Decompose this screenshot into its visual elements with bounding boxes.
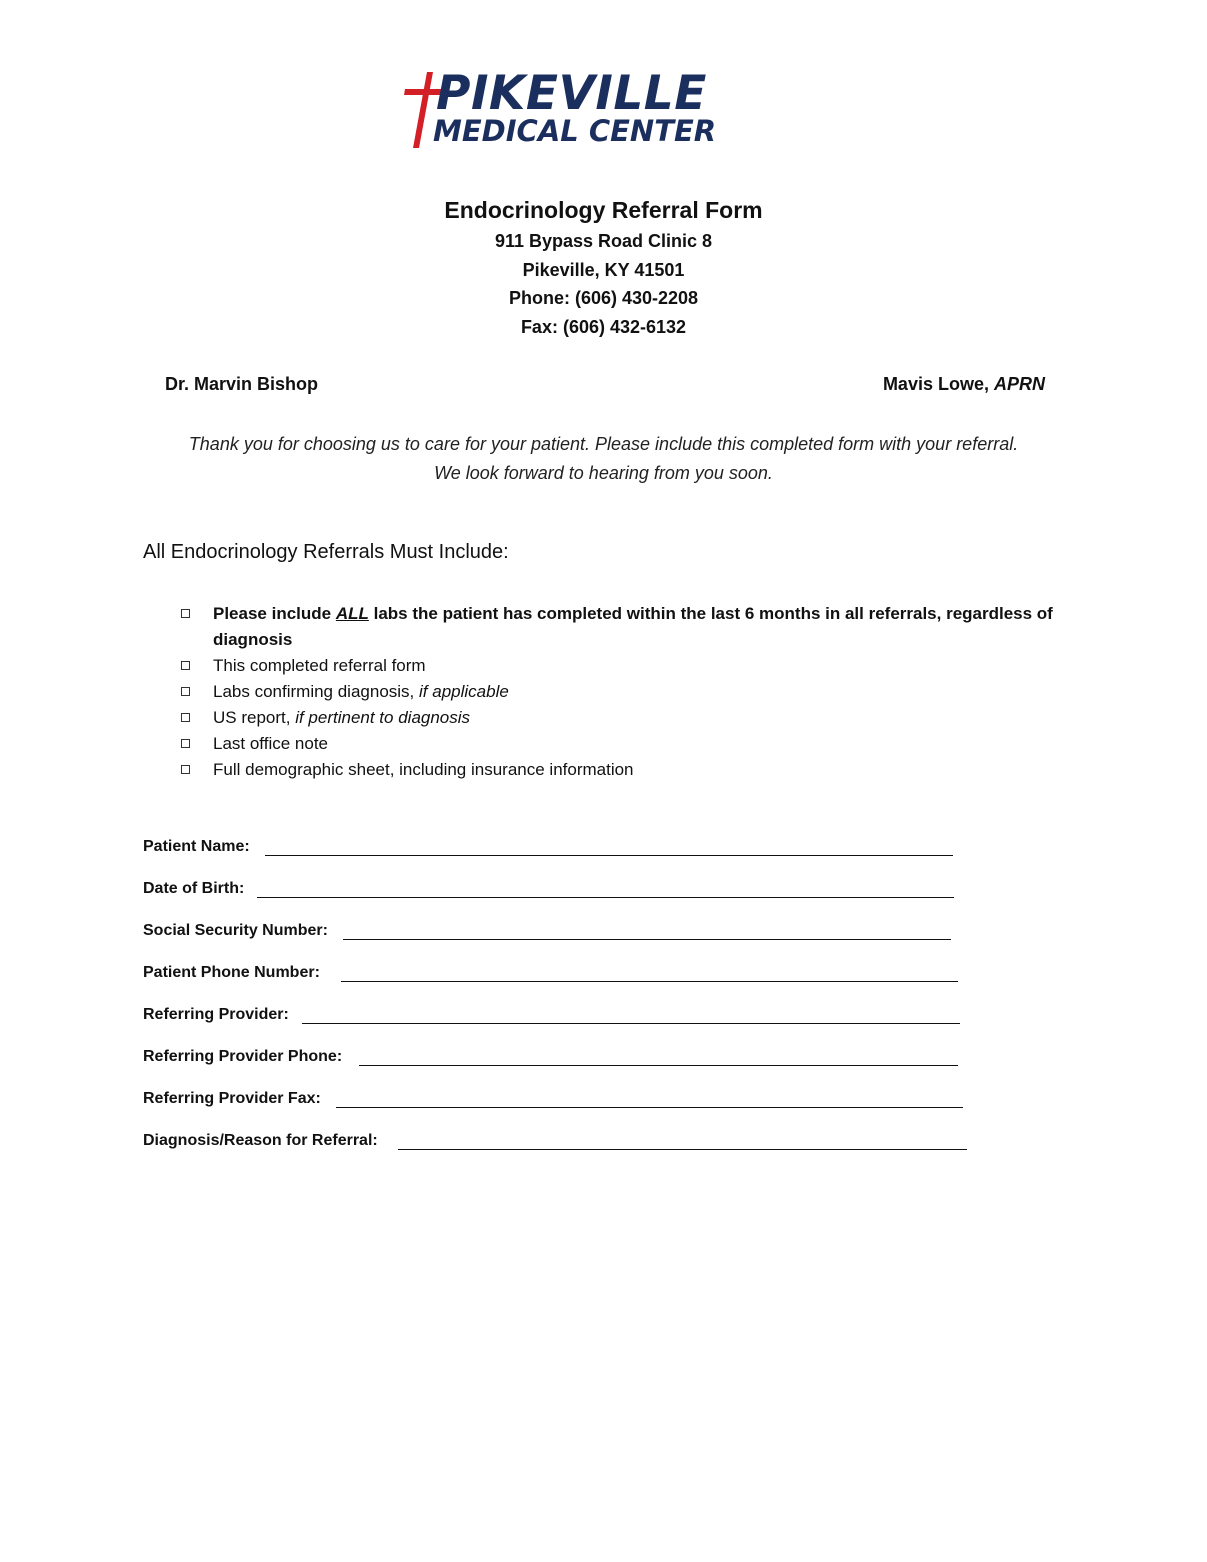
checkbox[interactable] [181,687,190,696]
checkbox[interactable] [181,765,190,774]
thank-you-message [0,430,1207,488]
patient-name-label: Patient Name: [143,838,250,855]
thank-you-line-2: We look forward to hearing from you soon. [434,463,773,483]
address-line-2: Pikeville, KY 41501 [522,259,685,280]
referring-phone-field [143,1045,973,1087]
patient-phone-input[interactable] [341,981,958,982]
referring-fax-input[interactable] [336,1107,963,1108]
dob-label: Date of Birth: [143,880,245,897]
checklist-item-demographics: Full demographic sheet, including insurance information [178,757,1078,783]
checklist-item-labs: Please include ALL labs the patient has completed within the last 6 months in all referrals, regardless of diagnosis [178,601,1078,653]
provider-right [883,374,1045,395]
requirements-checklist [178,601,1078,783]
provider-right-credential: APRN [993,374,1045,394]
clinic-phone: Phone: (606) 430-2208 [508,288,699,308]
providers-row [165,374,1045,398]
ssn-field [143,919,973,961]
diagnosis-label: Diagnosis/Reason for Referral: [143,1132,378,1149]
thank-you-line-1: Thank you for choosing us to care for your patient. Please include this completed form with your referral. [188,434,1019,454]
dob-field [143,877,973,919]
patient-name-input[interactable] [265,855,953,856]
checklist-item-us-report: US report, if pertinent to diagnosis [178,705,1078,731]
address-line-1: 911 Bypass Road Clinic 8 [494,231,713,251]
provider-right-name: Mavis Lowe, [882,374,994,394]
checklist-item-diagnosis-labs: Labs confirming diagnosis, if applicable [178,679,1078,705]
pikeville-logo [400,68,810,150]
patient-name-field [143,835,973,877]
referring-provider-label: Referring Provider: [143,1006,289,1023]
referring-fax-field [143,1087,973,1129]
patient-fields [143,835,973,1171]
clinic-fax: Fax: (606) 432-6132 [520,316,687,337]
form-header [0,193,1207,341]
referring-phone-input[interactable] [359,1065,958,1066]
checkbox[interactable] [181,609,190,618]
checkbox[interactable] [181,661,190,670]
patient-phone-label: Patient Phone Number: [143,964,320,981]
referring-provider-field [143,1003,973,1045]
ssn-label: Social Security Number: [143,922,328,939]
provider-left: Dr. Marvin Bishop [165,374,319,394]
checklist-item-referral-form: This completed referral form [178,653,1078,679]
diagnosis-input[interactable] [398,1149,967,1150]
referring-fax-label: Referring Provider Fax: [143,1090,321,1107]
logo-line-1: PIKEVILLE [436,66,707,121]
checkbox[interactable] [181,739,190,748]
requirements-heading: All Endocrinology Referrals Must Include: [143,541,509,563]
checkbox[interactable] [181,713,190,722]
referring-phone-label: Referring Provider Phone: [143,1048,343,1065]
logo-line-2: MEDICAL CENTER [433,114,717,148]
referring-provider-input[interactable] [302,1023,960,1024]
dob-input[interactable] [257,897,954,898]
diagnosis-field [143,1129,973,1171]
page-title: Endocrinology Referral Form [444,197,763,223]
ssn-input[interactable] [343,939,951,940]
patient-phone-field [143,961,973,1003]
checklist-item-office-note: Last office note [178,731,1078,757]
